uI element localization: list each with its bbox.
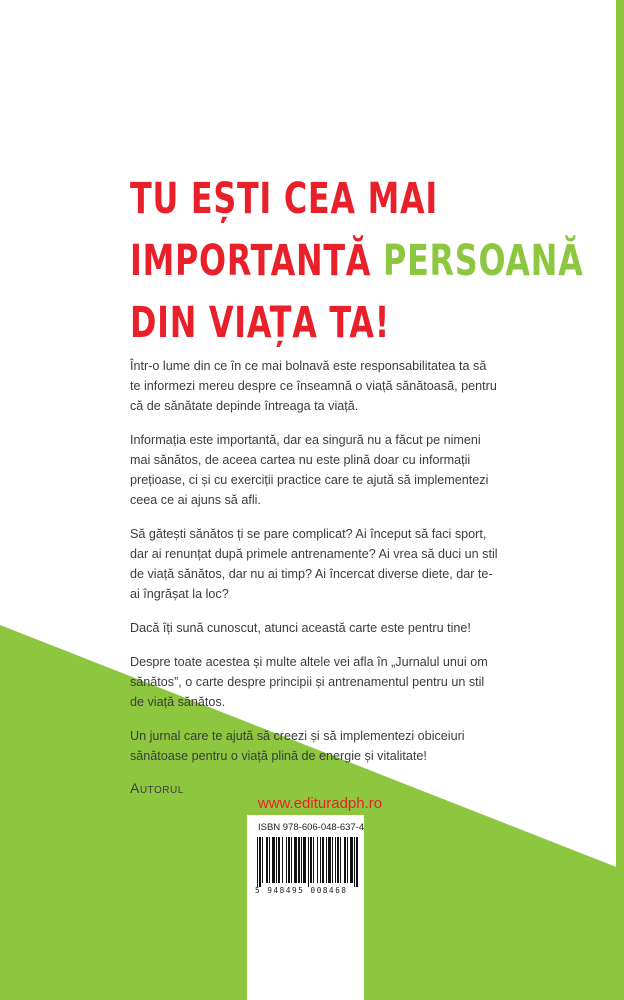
- barcode-bar: [269, 837, 270, 883]
- headline: [130, 168, 584, 354]
- barcode-bar: [262, 837, 263, 883]
- green-edge-strip: [616, 0, 624, 1000]
- barcode-bar: [344, 837, 346, 883]
- barcode-bar: [350, 837, 353, 883]
- paragraph: Despre toate acestea și multe altele vei afla în „Jurnalul unui om sănătos”, o carte despre principii și antrenamentul pentru un stil de viață sănătos.: [130, 655, 488, 709]
- barcode-bar: [303, 837, 306, 883]
- barcode-number: 5 948495 008468: [255, 886, 348, 895]
- barcode-bar: [266, 837, 268, 883]
- barcode-bar: [308, 837, 309, 887]
- barcode-bar: [310, 837, 312, 883]
- barcode-bar: [272, 837, 275, 883]
- isbn-label: ISBN 978-606-048-637-4: [258, 822, 365, 833]
- barcode-bar: [301, 837, 302, 883]
- paragraph: Dacă îți sună cunoscut, atunci această carte este pentru tine!: [130, 621, 471, 635]
- headline-line-2: [130, 230, 584, 292]
- barcode-bar: [313, 837, 314, 883]
- barcode-bar: [335, 837, 336, 883]
- paragraph: Într-o lume din ce în ce mai bolnavă este responsabilitatea ta să te informezi mereu despre ce înseamnă o viață sănătoasă, pentru că de sănătate depinde întreaga ta viață.: [130, 359, 497, 413]
- barcode-bar: [320, 837, 321, 883]
- paragraph: Un jurnal care te ajută să creezi și să implementezi obiceiuri sănătoase pentru o viață plină de energie și vitalitate!: [130, 729, 465, 763]
- barcode-bar: [259, 837, 261, 887]
- author-signature: Autorul: [130, 780, 184, 796]
- paragraph: Informația este importantă, dar ea singură nu a făcut pe nimeni mai sănătos, de aceea cartea nu este plină doar cu informații prețioase, ci și cu exerciții practice care te ajută să implementezi ceea ce ai ajuns să afli.: [130, 433, 489, 507]
- barcode-bar: [347, 837, 348, 883]
- barcode-bar: [294, 837, 297, 883]
- barcode-bar: [337, 837, 339, 883]
- headline-line-3: DIN VIAȚA TA!: [130, 298, 390, 348]
- headline-word-important: IMPORTANTĂ: [130, 236, 372, 286]
- back-cover-text: [130, 356, 500, 798]
- barcode-bar: [332, 837, 333, 883]
- barcode-bar: [288, 837, 290, 883]
- barcode-bar: [298, 837, 300, 883]
- barcode-bar: [328, 837, 331, 883]
- barcode-bar: [282, 837, 283, 883]
- barcode-bar: [354, 837, 355, 887]
- barcode-bar: [286, 837, 287, 883]
- barcode-panel: [247, 815, 364, 1000]
- barcode-image: [255, 837, 359, 887]
- barcode-bar: [291, 837, 292, 883]
- barcode-bar: [322, 837, 324, 883]
- barcode-bar: [317, 837, 318, 883]
- headline-word-person: PERSOANĂ: [383, 236, 584, 286]
- barcode-bar: [278, 837, 280, 883]
- publisher-website[interactable]: www.edituradph.ro: [257, 795, 383, 812]
- barcode-bar: [326, 837, 327, 883]
- barcode-bar: [257, 837, 258, 887]
- barcode-bar: [356, 837, 358, 887]
- barcode-bar: [276, 837, 277, 883]
- paragraph: Să gătești sănătos ți se pare complicat? Ai început să faci sport, dar ai renunțat după primele antrenamente? Ai vrea să duci un stil de viață sănătos, dar nu ai timp? Ai încercat diverse diete, dar te-ai îngrășat la loc?: [130, 527, 498, 601]
- barcode-bar: [340, 837, 341, 883]
- headline-line-1: TU EȘTI CEA MAI: [130, 174, 438, 224]
